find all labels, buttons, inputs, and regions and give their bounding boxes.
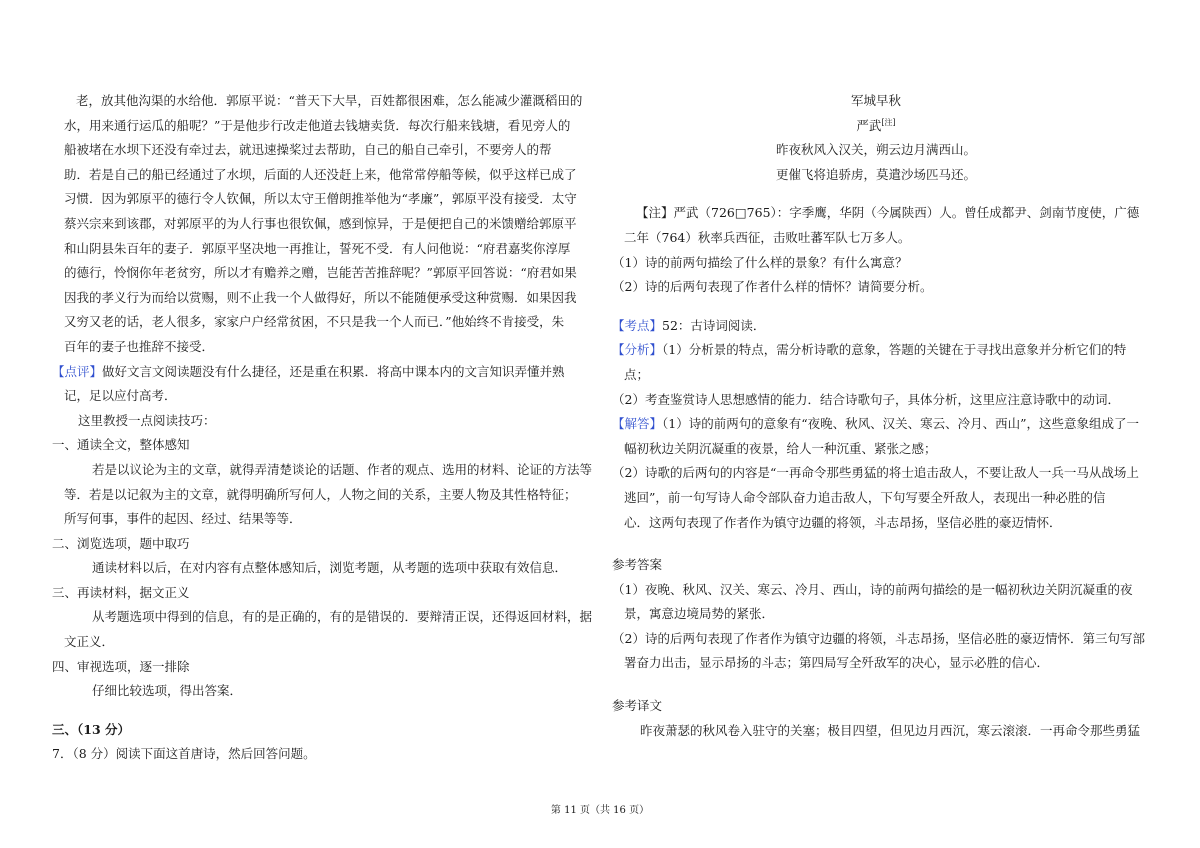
question-1: （1）诗的前两句描绘了什么样的景象？有什么寓意？ bbox=[612, 254, 908, 270]
right-column bbox=[612, 89, 1145, 743]
left-column bbox=[52, 89, 594, 767]
page-footer: 第 11 页（共 16 页） bbox=[550, 805, 650, 816]
jieda-line-5: 心．这两句表现了作者作为镇守边疆的将领，斗志昂扬，坚信必胜的豪迈情怀． bbox=[624, 514, 1062, 530]
kaodian-tag: 【考点】 bbox=[612, 317, 663, 333]
jieda-line bbox=[612, 412, 1140, 437]
jieda-line-3: （2）诗歌的后两句的内容是“一再命令那些勇猛的将士追击敌人，不要让敌人一兵一马从战场上 bbox=[612, 465, 1139, 481]
fenxi-line-2: 点； bbox=[624, 366, 650, 382]
section-1-title: 一、通读全文，整体感知 bbox=[52, 437, 190, 453]
question-2: （2）诗的后两句表现了作者什么样的情怀？请简要分析。 bbox=[612, 279, 933, 295]
kaodian-line bbox=[612, 314, 1140, 339]
comment-text: 做好文言文阅读题没有什么捷径，还是重在积累．将高中课本内的文言知识弄懂并熟 bbox=[102, 363, 565, 379]
section-1-line: 等．若是以记叙为主的文章，就得明确所写何人，人物之间的关系，主要人物及其性格特征； bbox=[64, 486, 577, 502]
fenxi-text: （1）分析景的特点，需分析诗歌的意象，答题的关键在于寻找出意象并分析它们的特 bbox=[662, 342, 1127, 358]
story-line: 船被堵在水坝下还没有牵过去，就迅速操桨过去帮助，自己的船自己牵引，不要旁人的帮 bbox=[64, 142, 552, 158]
section-2-line: 通读材料以后，在对内容有点整体感知后，浏览考题，从考题的选项中获取有效信息． bbox=[92, 560, 568, 576]
story-line: 因我的孝义行为而给以赏赐，则不止我一个人做得好，所以不能随便承受这种赏赐．如果因我 bbox=[64, 289, 577, 305]
answer-2-line-2: 署奋力出击，显示昂扬的斗志；第四局写全歼敌军的决心，显示必胜的信心． bbox=[624, 655, 1050, 671]
translation-line-1: 昨夜萧瑟的秋风卷入驻守的关塞；极目四望，但见边月西沉，寒云滚滚．一再命令那些勇猛 bbox=[640, 722, 1141, 738]
poem-author-note: [注] bbox=[881, 117, 896, 127]
answer-2-line-1: （2）诗的后两句表现了作者作为镇守边疆的将领，斗志昂扬，坚信必胜的豪迈情怀．第三句写部 bbox=[612, 630, 1145, 646]
fenxi-line-3: （2）考查鉴赏诗人思想感情的能力．结合诗歌句子，具体分析，这里应注意诗歌中的动词． bbox=[612, 391, 1120, 407]
poem-line-2: 更催飞将追骄虏，莫遣沙场匹马还。 bbox=[775, 166, 976, 182]
story-line: 蔡兴宗来到该郡，对郭原平的为人行事也很钦佩，感到惊异，于是便把自己的米馈赠给郭原平 bbox=[64, 215, 577, 231]
answer-1-line-2: 景，寓意边境局势的紧张． bbox=[624, 606, 775, 622]
comment-line-2: 记，足以应付高考． bbox=[64, 388, 177, 404]
tips-intro: 这里教授一点阅读技巧： bbox=[78, 412, 216, 428]
story-line: 又穷又老的话，老人很多，家家户户经常贫困，不只是我一个人而已．”他始终不肯接受，朱 bbox=[64, 314, 565, 330]
section-4-title: 四、审视选项，逐一排除 bbox=[52, 658, 190, 674]
story-line: 百年的妻子也推辞不接受． bbox=[64, 338, 215, 354]
jieda-text: （1）诗的前两句的意象有“夜晚、秋风、汉关、寒云、冷月、西山”，这些意象组成了一 bbox=[662, 416, 1140, 432]
story-line: 老，放其他沟渠的水给他．郭原平说：“普天下大旱，百姓都很困难，怎么能减少灌溉稻田的 bbox=[76, 93, 583, 108]
section-4-line: 仔细比较选项，得出答案． bbox=[92, 683, 243, 699]
jieda-tag: 【解答】 bbox=[612, 416, 663, 432]
part-three-title: 三、（13 分） bbox=[52, 721, 130, 737]
section-3-line: 文正义． bbox=[64, 634, 115, 650]
poem-title: 军城早秋 bbox=[850, 93, 901, 108]
comment-tag: 【点评】 bbox=[52, 363, 103, 379]
kaodian-text: 52：古诗词阅读． bbox=[662, 317, 766, 333]
story-line: 习惯．因为郭原平的德行令人钦佩，所以太守王僧朗推举他为“孝廉”，郭原平没有接受．太守 bbox=[64, 191, 577, 207]
reference-translation-title: 参考译文 bbox=[612, 698, 663, 714]
section-1-line: 所写何事，事件的起因、经过、结果等等． bbox=[64, 511, 302, 527]
poem-author: 严武 bbox=[856, 117, 882, 133]
section-3-title: 三、再读材料，据文正义 bbox=[52, 584, 190, 600]
comment-line bbox=[52, 360, 594, 385]
story-line: 和山阴县朱百年的妻子．郭原平坚决地一再推让，誓死不受．有人问他说：“府君嘉奖你淳厚 bbox=[64, 240, 571, 256]
story-line: 的德行，怜悯你年老贫穷，所以才有赡养之赠，岂能苦苦推辞呢？”郭原平回答说：“府君如果 bbox=[64, 265, 577, 281]
poem-line-1: 昨夜秋风入汉关，朔云边月满西山。 bbox=[775, 142, 976, 158]
jieda-line-2: 幅初秋边关阴沉凝重的夜景，给人一种沉重、紧张之感； bbox=[624, 440, 937, 456]
note-line-2: 二年（764）秋率兵西征，击败吐蕃军队七万多人。 bbox=[624, 229, 911, 245]
section-1-line: 若是以议论为主的文章，就得弄清楚谈论的话题、作者的观点、选用的材料、论证的方法等 bbox=[92, 461, 593, 477]
fenxi-tag: 【分析】 bbox=[612, 342, 663, 358]
jieda-line-4: 逃回”，前一句写诗人命令部队奋力追击敌人，下句写要全歼敌人，表现出一种必胜的信 bbox=[624, 489, 1106, 505]
story-line: 水，用来通行运瓜的船呢？”于是他步行改走他道去钱塘卖货．每次行船来钱塘，看见旁人的 bbox=[64, 117, 571, 133]
story-line: 助．若是自己的船已经通过了水坝，后面的人还没赶上来，他常常停船等候，似乎这样已成了 bbox=[64, 166, 577, 182]
fenxi-line bbox=[612, 338, 1140, 363]
reference-answer-title: 参考答案 bbox=[612, 557, 663, 573]
answer-1-line-1: （1）夜晚、秋风、汉关、寒云、冷月、西山，诗的前两句描绘的是一幅初秋边关阴沉凝重的夜 bbox=[612, 581, 1133, 597]
question-7: 7．（8 分）阅读下面这首唐诗，然后回答问题。 bbox=[52, 746, 316, 762]
section-3-line: 从考题选项中得到的信息，有的是正确的，有的是错误的．要辩清正误，还得返回材料，据 bbox=[92, 609, 593, 625]
section-2-title: 二、浏览选项，题中取巧 bbox=[52, 535, 190, 551]
note-line-1: 【注】严武（726□765）：字季鹰，华阴（今属陕西）人。曾任成都尹、剑南节度使，广德 bbox=[636, 205, 1140, 221]
poem-author-line bbox=[612, 114, 1140, 139]
